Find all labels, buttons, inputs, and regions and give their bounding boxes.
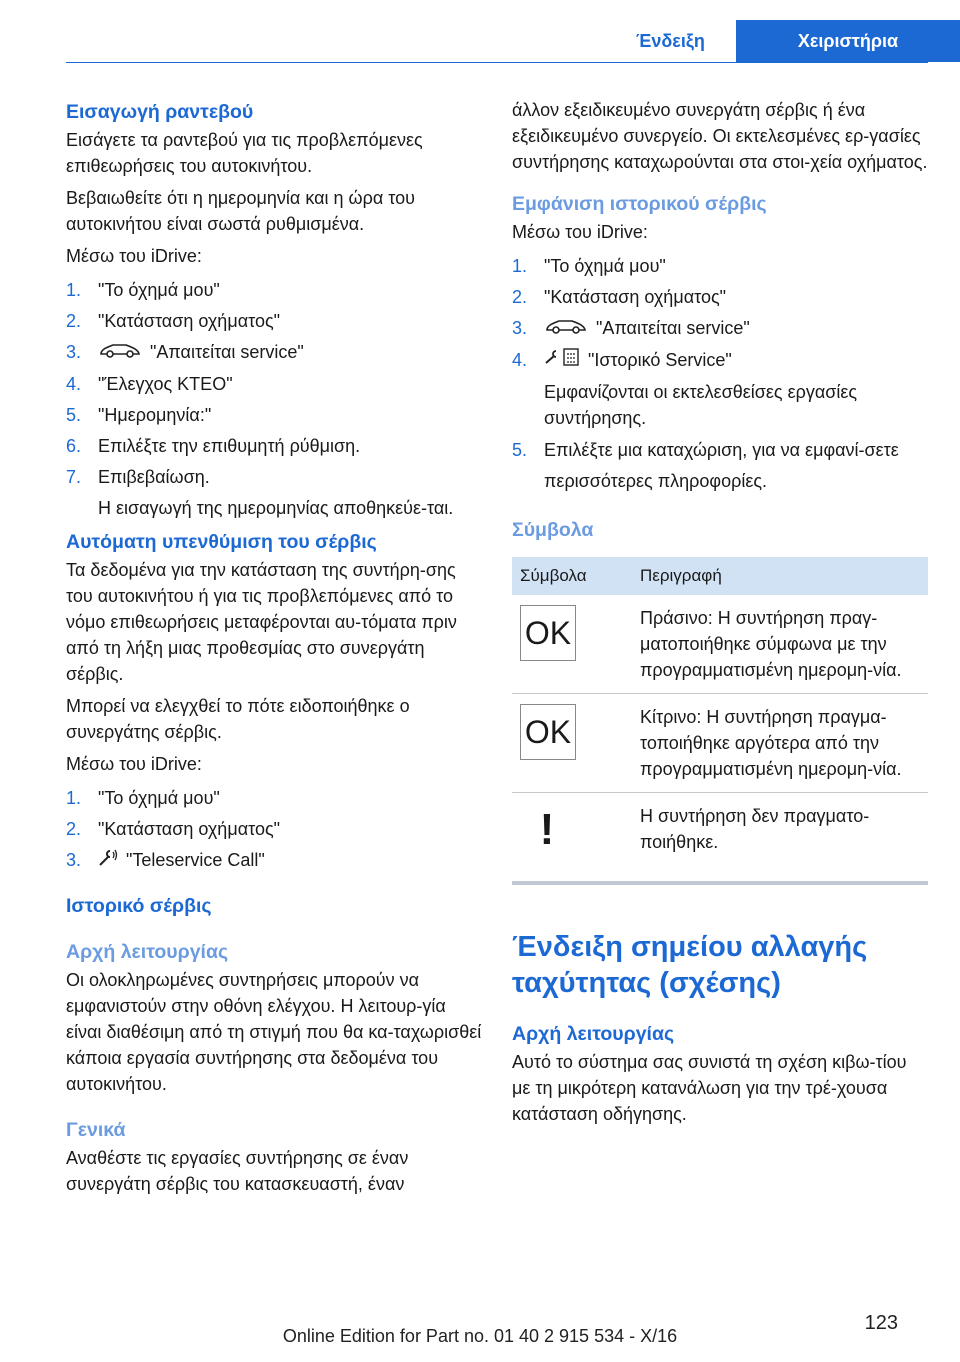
list-item [66, 431, 484, 462]
paragraph: Αυτό το σύστημα σας συνιστά τη σχέση κιβω-τίου με τη μικρότερη κατανάλωση για την τρέ-χουσα κατάσταση οδήγησης. [512, 1051, 907, 1124]
step-number: 2. [66, 818, 82, 839]
ok-yellow-icon: OK [520, 704, 576, 760]
step-text: "Κατάσταση οχήματος" [98, 818, 281, 839]
footer-edition: Online Edition for Part no. 01 40 2 915 534 - X/16 [282, 1326, 678, 1346]
header-rule [66, 62, 928, 63]
heading-service-history: Ιστορικό σέρβις [66, 894, 212, 917]
paragraph: άλλον εξειδικευμένο συνεργάτη σέρβις ή ένα εξειδικευμένο συνεργείο. Οι εκτελεσμένες ερ-γασίες συντήρησης καταχωρούνται στα στοι-χεία οχήματος. [512, 100, 928, 172]
table-header-description: Περιγραφή [632, 557, 928, 595]
step-text: "Teleservice Call" [126, 849, 265, 870]
list-item [512, 251, 928, 282]
step-text: "Απαιτείται service" [150, 342, 304, 362]
step-subtext: Εμφανίζονται οι εκτελεσθείσες εργασίες συντήρησης. [544, 381, 858, 428]
list-item [66, 814, 484, 845]
step-text: "Έλεγχος ΚΤΕΟ" [98, 373, 233, 394]
paragraph: Μπορεί να ελεγχθεί το πότε ειδοποιήθηκε ο συνεργάτης σέρβις. [66, 695, 410, 742]
steps-list-teleservice [66, 783, 484, 877]
paragraph: Αναθέστε τις εργασίες συντήρησης σε έναν συνεργάτη σέρβις του κατασκευαστή, έναν [66, 1147, 409, 1194]
step-text: "Το όχημά μου" [544, 256, 666, 276]
step-number: 3. [66, 342, 82, 362]
step-text: Επιλέξτε μια καταχώριση, για να εμφανί-σετε περισσότερες πληροφορίες. [544, 439, 899, 491]
steps-list-appointment [66, 275, 484, 521]
step-number: 1. [512, 256, 528, 276]
step-text: Επιλέξτε την επιθυμητή ρύθμιση. [98, 435, 361, 456]
heading-appointment-entry: Εισαγωγή ραντεβού [66, 101, 254, 123]
paragraph: Βεβαιωθείτε ότι η ημερομηνία και η ώρα του αυτοκινήτου είναι σωστά ρυθμισμένα. [66, 188, 415, 234]
page-number: 123 [864, 1312, 898, 1334]
list-item [512, 282, 928, 313]
list-item [66, 306, 484, 337]
step-subtext: Η εισαγωγή της ημερομηνίας αποθηκεύε-ται. [98, 497, 454, 518]
step-text: "Το όχημά μου" [98, 787, 220, 808]
paragraph: Μέσω του iDrive: [512, 222, 648, 242]
heading-auto-reminder: Αυτόματη υπενθύμιση του σέρβις [66, 530, 377, 553]
table-row [512, 693, 928, 792]
step-number: 1. [66, 787, 82, 808]
tab-display[interactable]: Ένδειξη [636, 31, 705, 51]
list-item [66, 337, 484, 369]
step-number: 5. [66, 404, 82, 425]
step-number: 2. [66, 311, 82, 331]
paragraph: Τα δεδομένα για την κατάσταση της συντήρη-σης του αυτοκινήτου ή για τις προβλεπόμενες από το νόμο επιθεωρήσεις μεταφέρονται αυ-τόματα πριν από τη λήξη μιας προθεσμίας στο συνεργάτη σέρβις. [66, 559, 457, 684]
step-number: 3. [66, 849, 82, 870]
step-text: "Απαιτείται service" [596, 318, 750, 338]
list-item [66, 845, 484, 877]
paragraph: Εισάγετε τα ραντεβού για τις προβλεπόμενες επιθεωρήσεις του αυτοκινήτου. [66, 130, 423, 176]
paragraph: Οι ολοκληρωμένες συντηρήσεις μπορούν να εμφανιστούν στην οθόνη ελέγχου. Η λειτουρ-γία είναι διαθέσιμη από τη στιγμή που θα κα-ταχωρισθεί κάποια εργασία συντήρησης στα δεδομένα του αυτοκινήτου. [66, 969, 482, 1094]
steps-list-history [512, 251, 928, 497]
page-header [0, 20, 960, 62]
step-text: "Ιστορικό Service" [588, 349, 732, 370]
heading-show-history: Εμφάνιση ιστορικού σέρβις [512, 193, 767, 215]
step-number: 3. [512, 318, 528, 338]
heading-principle: Αρχή λειτουργίας [66, 940, 229, 963]
heading-general: Γενικά [66, 1118, 126, 1141]
paragraph: Μέσω του iDrive: [66, 246, 202, 266]
ok-green-icon: OK [520, 605, 576, 661]
step-text: "Κατάσταση οχήματος" [544, 287, 727, 307]
symbol-cell [512, 595, 632, 694]
step-number: 1. [66, 280, 82, 300]
symbol-cell [512, 792, 632, 883]
table-header-row [512, 557, 928, 595]
tab-controls[interactable]: Χειριστήρια [736, 20, 960, 62]
service-history-icon [544, 346, 580, 377]
left-column [66, 97, 484, 1203]
right-column [512, 97, 928, 1133]
step-text: "Το όχημά μου" [98, 280, 220, 300]
heading-symbols: Σύμβολα [512, 518, 594, 541]
step-number: 4. [66, 373, 82, 394]
step-text: Επιβεβαίωση. [98, 466, 210, 487]
step-number: 7. [66, 466, 82, 487]
list-item [66, 275, 484, 306]
car-service-icon [544, 314, 588, 345]
step-number: 5. [512, 439, 528, 460]
step-number: 4. [512, 349, 528, 370]
table-row [512, 792, 928, 883]
step-number: 2. [512, 287, 528, 307]
description-cell: Η συντήρηση δεν πραγματο-ποιήθηκε. [632, 792, 928, 883]
description-cell: Κίτρινο: Η συντήρηση πραγμα-τοποιήθηκε αργότερα από την προγραμματισμένη ημερομη-νία. [632, 693, 928, 792]
step-text: "Ημερομηνία:" [98, 404, 212, 425]
step-number: 6. [66, 435, 82, 456]
step-text: "Κατάσταση οχήματος" [98, 311, 281, 331]
table-header-symbols: Σύμβολα [512, 557, 632, 595]
list-item [512, 345, 928, 431]
description-cell: Πράσινο: Η συντήρηση πραγ-ματοποιήθηκε σύμφωνα με την προγραμματισμένη ημερομη-νία. [632, 595, 928, 694]
exclamation-icon: ! [539, 804, 555, 854]
table-row [512, 595, 928, 694]
list-item [512, 313, 928, 345]
list-item [66, 400, 484, 431]
list-item [66, 369, 484, 400]
paragraph: Μέσω του iDrive: [66, 753, 202, 774]
list-item [66, 783, 484, 814]
heading-principle-2: Αρχή λειτουργίας [512, 1022, 675, 1045]
symbol-cell [512, 693, 632, 792]
list-item [512, 435, 928, 497]
symbols-table [512, 557, 928, 885]
car-service-icon [98, 338, 142, 369]
list-item [66, 462, 484, 521]
heading-gear-shift-indicator: Ένδειξη σημείου αλλαγής ταχύτητας (σχέσης) [512, 930, 868, 999]
wrench-signal-icon [98, 846, 118, 877]
